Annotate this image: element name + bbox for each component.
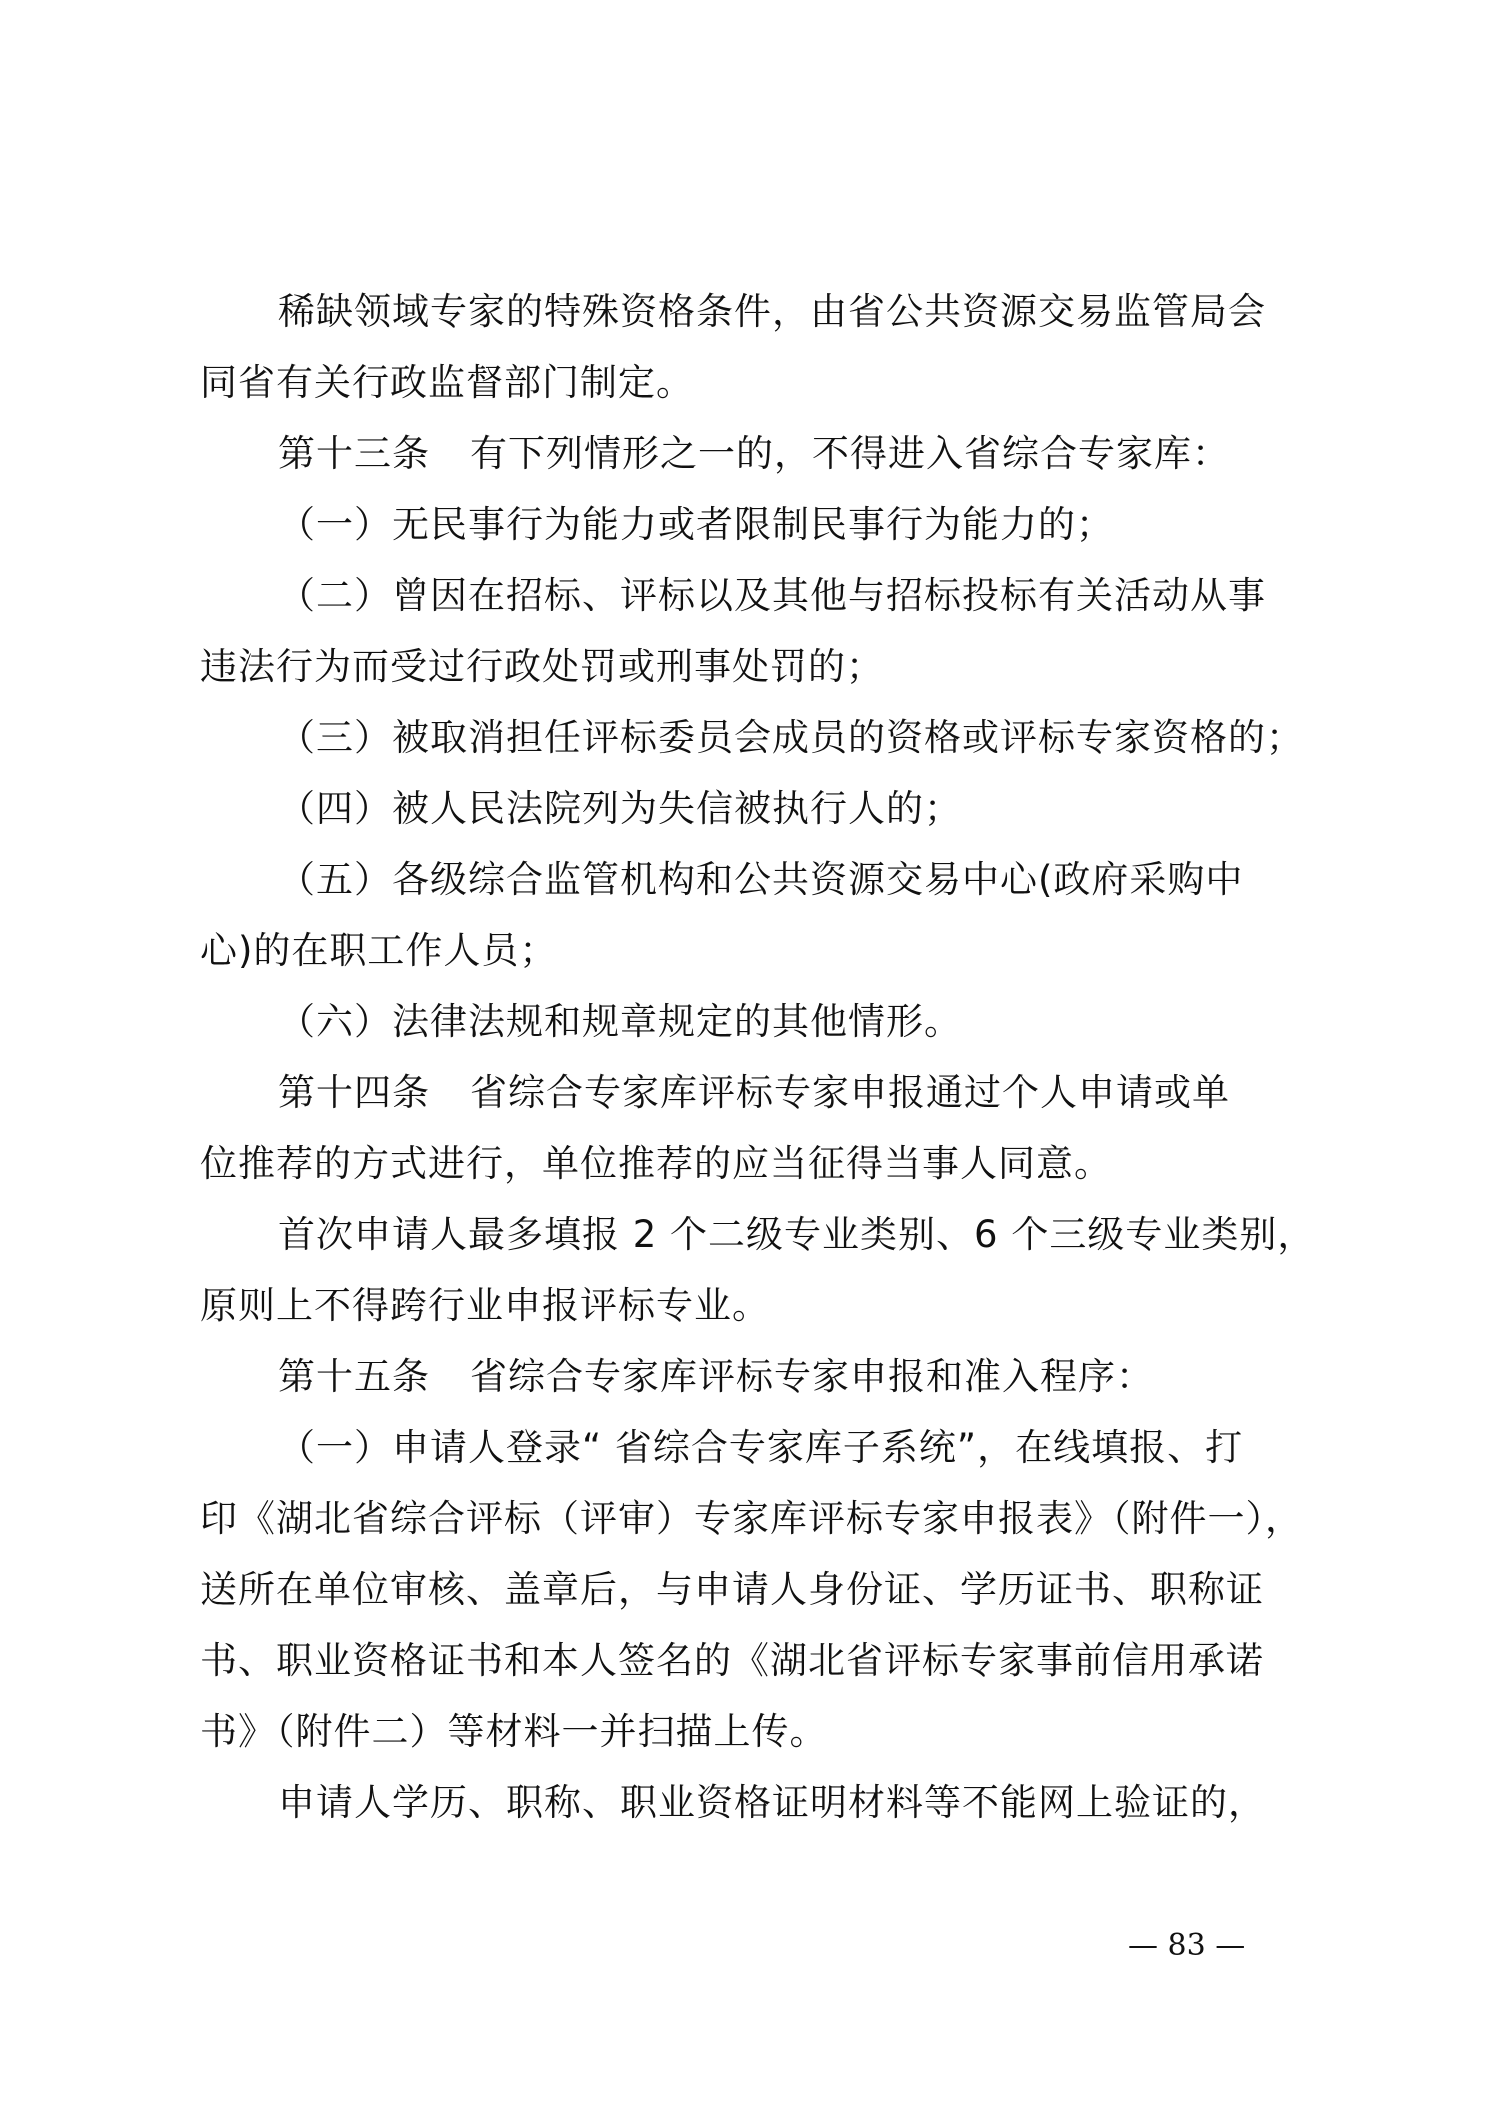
list-item: （三）被取消担任评标委员会成员的资格或评标专家资格的； — [278, 716, 1304, 759]
list-item: （六）法律法规和规章规定的其他情形。 — [278, 1000, 962, 1043]
article-15-line — [200, 1341, 1310, 1412]
list-item: （二）曾因在招标、评标以及其他与招标投标有关活动从事 — [278, 574, 1266, 617]
paragraph-line: 书、职业资格证书和本人签名的《湖北省评标专家事前信用承诺 — [200, 1639, 1264, 1682]
document-body — [200, 276, 1316, 1838]
article-15-text: 省综合专家库评标专家申报和准入程序： — [470, 1355, 1154, 1398]
list-item: （四）被人民法院列为失信被执行人的； — [278, 787, 962, 830]
paragraph-line: 位推荐的方式进行，单位推荐的应当征得当事人同意。 — [200, 1142, 1112, 1185]
article-14-line — [200, 1057, 1310, 1128]
article-15-heading: 第十五条 — [278, 1355, 430, 1398]
article-14-heading: 第十四条 — [278, 1071, 430, 1114]
paragraph-line: 同省有关行政监督部门制定。 — [200, 361, 694, 404]
article-13-line — [200, 418, 1310, 489]
article-13-heading: 第十三条 — [278, 432, 430, 475]
page-number: — 83 — — [1128, 1928, 1246, 1963]
article-14-text: 省综合专家库评标专家申报通过个人申请或单 — [470, 1071, 1230, 1114]
article-13-text: 有下列情形之一的，不得进入省综合专家库： — [470, 432, 1230, 475]
paragraph-line: 原则上不得跨行业申报评标专业。 — [200, 1284, 770, 1327]
paragraph-line: 首次申请人最多填报 2 个二级专业类别、6 个三级专业类别， — [278, 1213, 1316, 1256]
paragraph-line: 申请人学历、职称、职业资格证明材料等不能网上验证的， — [278, 1781, 1266, 1824]
paragraph-line: 印《湖北省综合评标（评审）专家库评标专家申报表》（附件一）， — [200, 1497, 1303, 1540]
list-item: （五）各级综合监管机构和公共资源交易中心(政府采购中 — [278, 858, 1244, 901]
list-item: （一）无民事行为能力或者限制民事行为能力的； — [278, 503, 1114, 546]
paragraph-line: 违法行为而受过行政处罚或刑事处罚的； — [200, 645, 884, 688]
paragraph-line: 心)的在职工作人员； — [200, 929, 558, 972]
list-item: （一）申请人登录“ 省综合专家库子系统”，在线填报、打 — [278, 1426, 1244, 1469]
paragraph-line: 书》（附件二）等材料一并扫描上传。 — [200, 1710, 828, 1753]
paragraph-line: 送所在单位审核、盖章后，与申请人身份证、学历证书、职称证 — [200, 1568, 1264, 1611]
paragraph-line: 稀缺领域专家的特殊资格条件，由省公共资源交易监管局会 — [278, 290, 1266, 333]
